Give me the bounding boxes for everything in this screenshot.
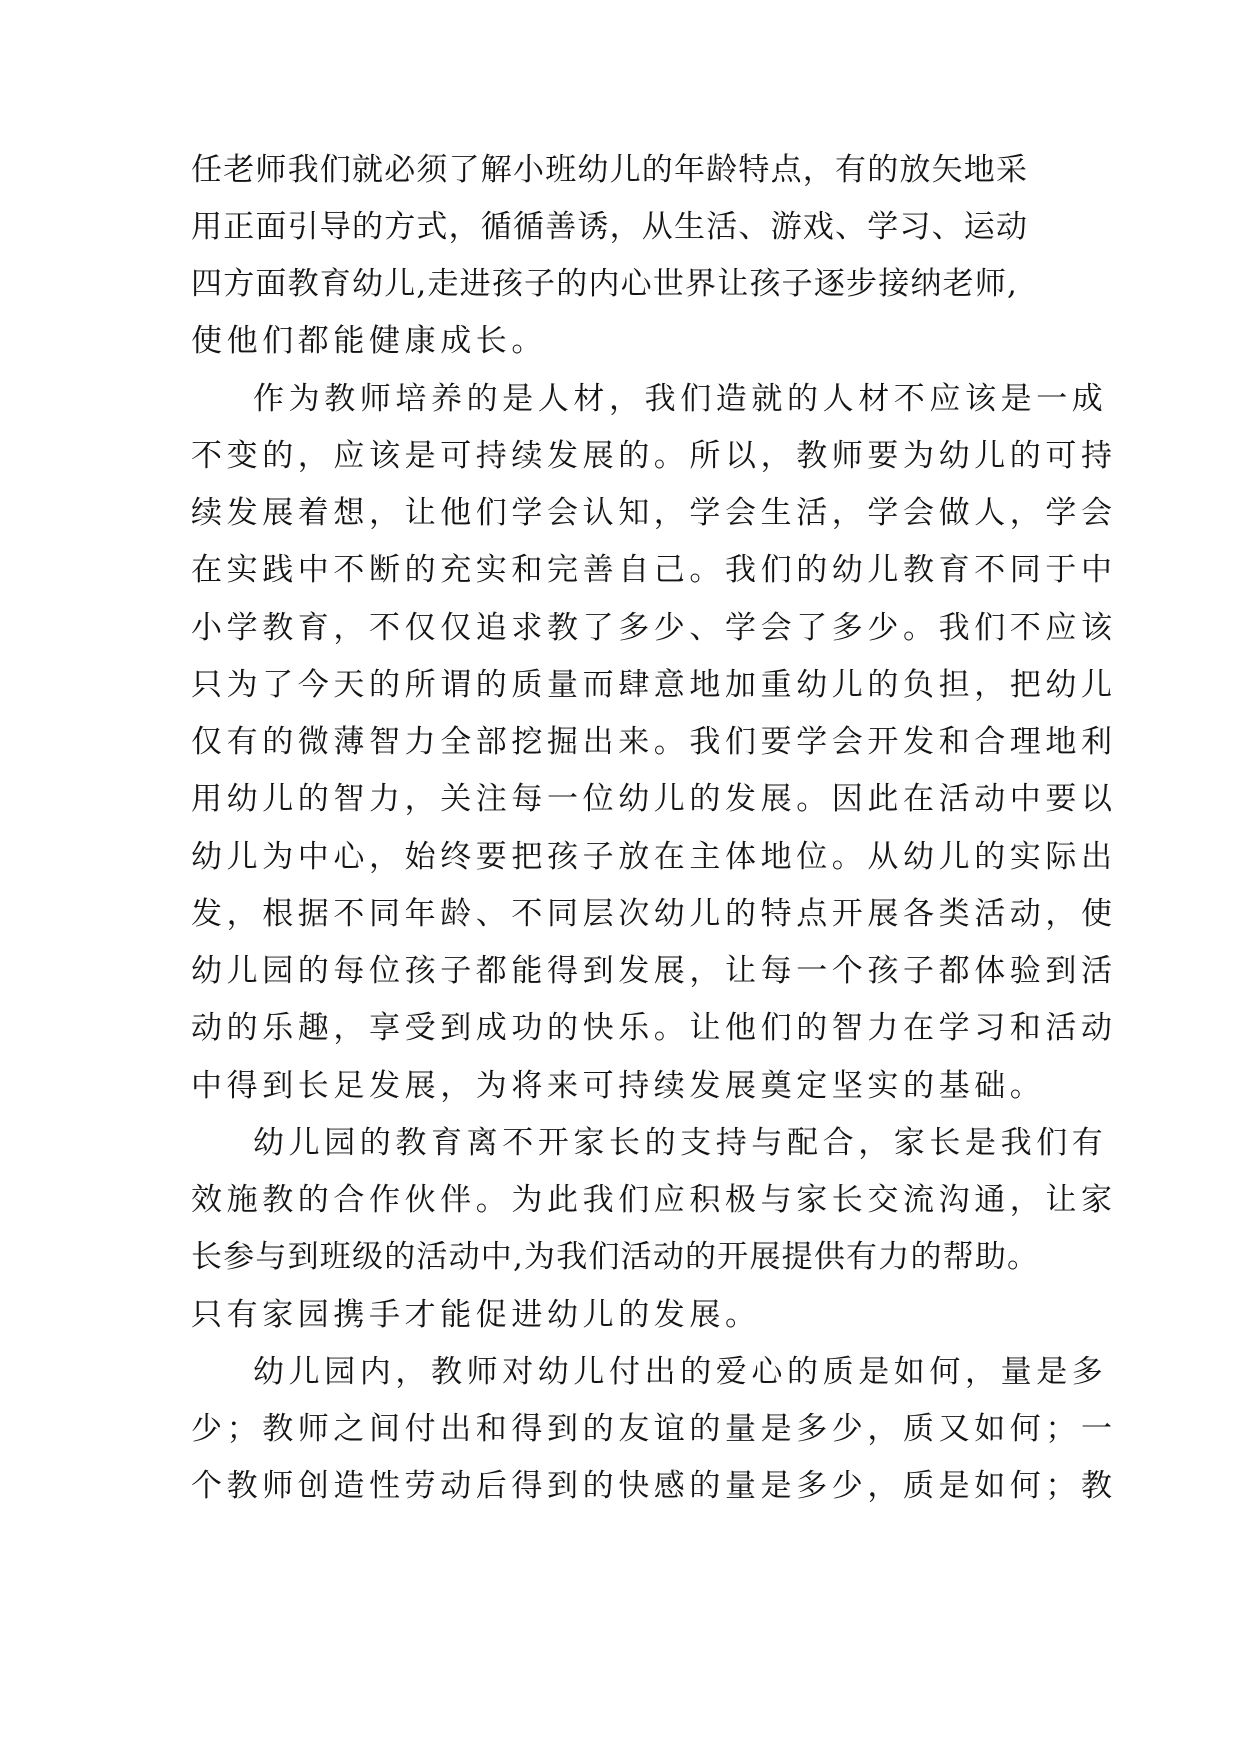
text-line: 仅有的微薄智力全部挖掘出来。我们要学会开发和合理地利 (191, 724, 1117, 760)
text-line: 效施教的合作伙伴。为此我们应积极与家长交流沟通，让家 (191, 1182, 1117, 1218)
text-line: 长参与到班级的活动中,为我们活动的开展提供有力的帮助。 (191, 1239, 1040, 1275)
text-line: 四方面教育幼儿,走进孩子的内心世界让孩子逐步接纳老师, (191, 266, 1019, 302)
text-line: 少；教师之间付出和得到的友谊的量是多少，质又如何；一 (191, 1411, 1117, 1447)
text-line: 任老师我们就必须了解小班幼儿的年龄特点，有的放矢地采 (191, 152, 1029, 188)
text-line: 中得到长足发展，为将来可持续发展奠定坚实的基础。 (191, 1068, 1046, 1104)
text-line: 个教师创造性劳动后得到的快感的量是多少，质是如何；教 (191, 1468, 1117, 1504)
text-line: 小学教育，不仅仅追求教了多少、学会了多少。我们不应该 (191, 610, 1117, 646)
text-line: 在实践中不断的充实和完善自己。我们的幼儿教育不同于中 (191, 552, 1117, 588)
text-line: 用幼儿的智力，关注每一位幼儿的发展。因此在活动中要以 (191, 781, 1117, 817)
text-line: 只为了今天的所谓的质量而肆意地加重幼儿的负担，把幼儿 (191, 667, 1117, 703)
text-line: 幼儿园的每位孩子都能得到发展，让每一个孩子都体验到活 (191, 953, 1117, 989)
text-line: 动的乐趣，享受到成功的快乐。让他们的智力在学习和活动 (191, 1010, 1117, 1046)
text-line: 发，根据不同年龄、不同层次幼儿的特点开展各类活动，使 (191, 896, 1117, 932)
text-line: 用正面引导的方式，循循善诱，从生活、游戏、学习、运动 (191, 209, 1029, 245)
paragraph-first-line: 作为教师培养的是人材，我们造就的人材不应该是一成 (253, 381, 1108, 417)
paragraph-first-line: 幼儿园内，教师对幼儿付出的爱心的质是如何，量是多 (253, 1354, 1108, 1390)
text-line: 只有家园携手才能促进幼儿的发展。 (191, 1297, 761, 1333)
text-line: 幼儿为中心，始终要把孩子放在主体地位。从幼儿的实际出 (191, 839, 1117, 875)
paragraph-first-line: 幼儿园的教育离不开家长的支持与配合，家长是我们有 (253, 1125, 1108, 1161)
text-line: 不变的，应该是可持续发展的。所以，教师要为幼儿的可持 (191, 438, 1117, 474)
text-line: 使他们都能健康成长。 (191, 323, 547, 359)
text-line: 续发展着想，让他们学会认知，学会生活，学会做人，学会 (191, 495, 1117, 531)
